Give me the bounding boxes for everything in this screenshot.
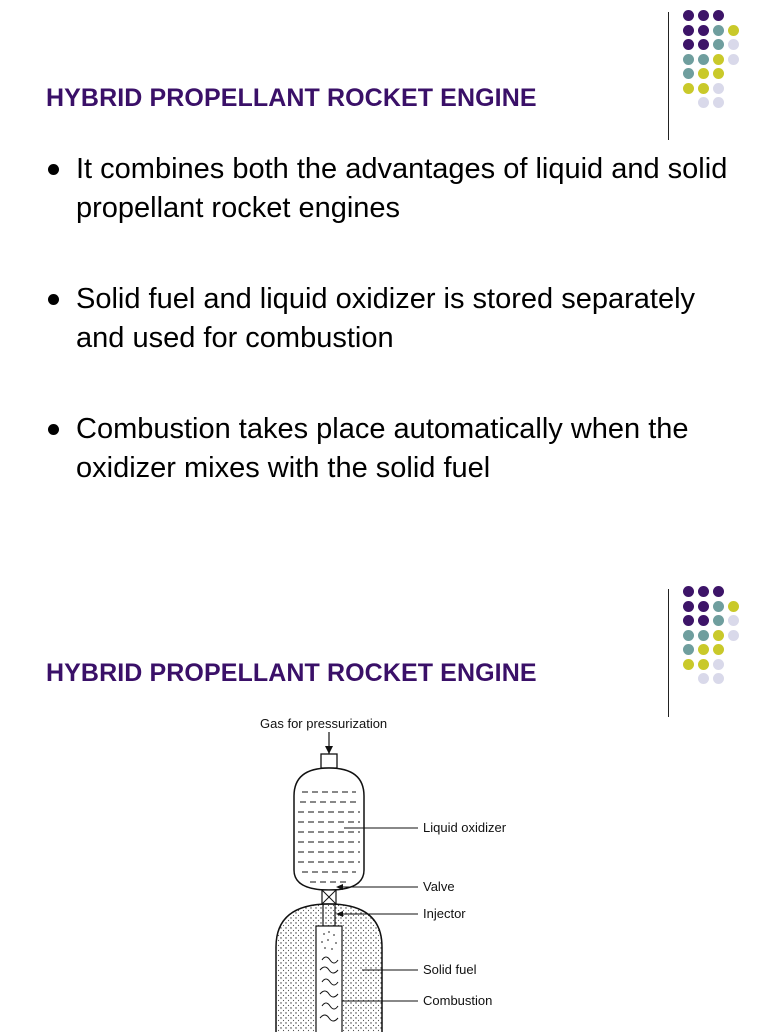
decorative-dot — [713, 39, 724, 50]
bullet-list — [46, 150, 746, 540]
decorative-dot — [713, 615, 724, 626]
decorative-dot — [713, 10, 724, 21]
decorative-dot — [728, 25, 739, 36]
decorative-dot — [698, 83, 709, 94]
decorative-dot — [728, 615, 739, 626]
decorative-dot — [683, 630, 694, 641]
label-injector: Injector — [423, 906, 466, 921]
decorative-dot — [698, 630, 709, 641]
decorative-dots — [676, 586, 756, 706]
decorative-dot — [713, 673, 724, 684]
bullet-item — [46, 150, 746, 228]
decorative-dot — [713, 97, 724, 108]
decorative-dot — [683, 601, 694, 612]
label-solid-fuel: Solid fuel — [423, 962, 477, 977]
decorative-dots — [676, 10, 756, 130]
decorative-dot — [713, 630, 724, 641]
bullet-text: Combustion takes place automatically when the oxidizer mixes with the solid fuel — [76, 413, 689, 484]
bullet-icon — [48, 164, 59, 175]
decorative-dot — [683, 39, 694, 50]
bullet-icon — [48, 294, 59, 305]
decorative-dot — [728, 630, 739, 641]
decorative-dot — [683, 615, 694, 626]
decorative-dot — [683, 10, 694, 21]
decorative-dot — [683, 586, 694, 597]
decorative-dot — [698, 97, 709, 108]
slide-title: HYBRID PROPELLANT ROCKET ENGINE — [46, 84, 537, 112]
decorative-dot — [698, 673, 709, 684]
title-divider-line — [668, 12, 669, 140]
label-oxidizer: Liquid oxidizer — [423, 820, 507, 835]
decorative-dot — [698, 615, 709, 626]
label-gas: Gas for pressurization — [260, 716, 388, 731]
decorative-dot — [698, 25, 709, 36]
decorative-dot — [713, 54, 724, 65]
bullet-icon — [48, 424, 59, 435]
slide-title: HYBRID PROPELLANT ROCKET ENGINE — [46, 659, 537, 687]
decorative-dot — [683, 68, 694, 79]
decorative-dot — [683, 83, 694, 94]
decorative-dot — [728, 39, 739, 50]
decorative-dot — [713, 83, 724, 94]
decorative-dot — [698, 10, 709, 21]
hybrid-engine-diagram — [250, 712, 550, 1032]
label-valve: Valve — [423, 879, 455, 894]
decorative-dot — [728, 601, 739, 612]
decorative-dot — [698, 659, 709, 670]
decorative-dot — [713, 68, 724, 79]
decorative-dot — [713, 25, 724, 36]
decorative-dot — [713, 601, 724, 612]
slide-2 — [0, 576, 768, 1024]
bullet-item — [46, 410, 746, 488]
decorative-dot — [683, 644, 694, 655]
decorative-dot — [683, 659, 694, 670]
decorative-dot — [713, 644, 724, 655]
decorative-dot — [698, 644, 709, 655]
decorative-dot — [728, 54, 739, 65]
label-combustion: Combustion — [423, 993, 493, 1008]
bullet-text: It combines both the advantages of liquid and solid propellant rocket engines — [76, 153, 728, 224]
bullet-item — [46, 280, 746, 358]
decorative-dot — [698, 39, 709, 50]
decorative-dot — [698, 68, 709, 79]
bullet-text: Solid fuel and liquid oxidizer is stored separately and used for combustion — [76, 283, 696, 354]
decorative-dot — [698, 586, 709, 597]
title-divider-line — [668, 589, 669, 717]
decorative-dot — [698, 54, 709, 65]
decorative-dot — [683, 25, 694, 36]
decorative-dot — [698, 601, 709, 612]
decorative-dot — [683, 54, 694, 65]
decorative-dot — [713, 659, 724, 670]
decorative-dot — [713, 586, 724, 597]
